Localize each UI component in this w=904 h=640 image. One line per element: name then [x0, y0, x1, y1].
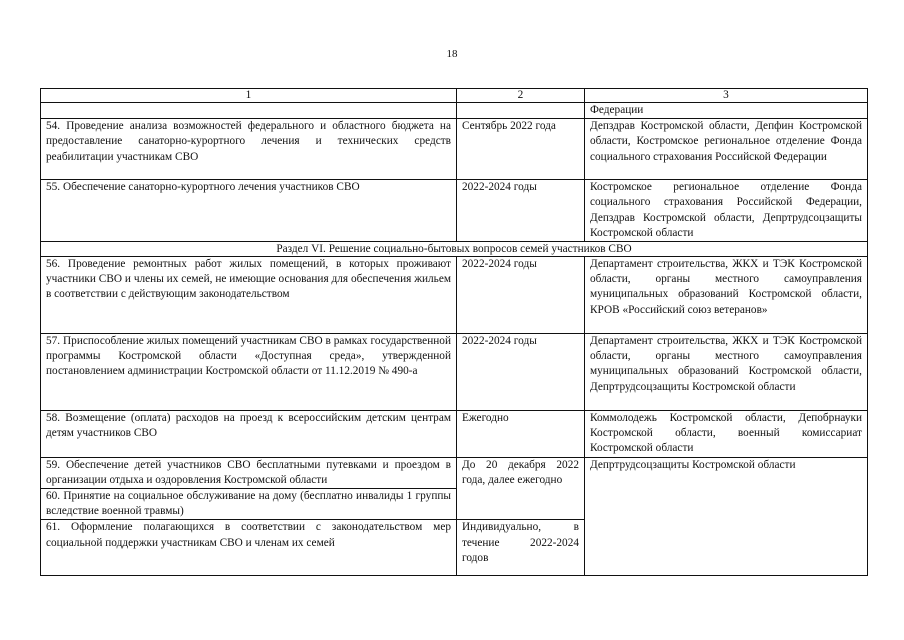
- continuation-responsible: Федерации: [585, 103, 868, 119]
- row-61-term: Индивидуально, в течение 2022-2024 годов: [457, 520, 585, 576]
- row-60-measure: 60. Принятие на социальное обслуживание на дому (бесплатно инвалиды 1 группы вследствие военной травмы): [41, 489, 457, 520]
- table-row: [41, 119, 868, 180]
- rows-59-61-responsible: Депртрудсоцзащиты Костромской области: [585, 457, 868, 576]
- row-54-responsible: Депздрав Костромской области, Депфин Костромской области, Костромское региональное отделение Фонда социального страхования Российской Федерации: [585, 119, 868, 180]
- table-row: [41, 257, 868, 334]
- header-col-1: 1: [41, 89, 457, 103]
- row-54-term: Сентябрь 2022 года: [457, 119, 585, 180]
- table-row: [41, 457, 868, 488]
- row-58-responsible: Коммолодежь Костромской области, Депобрнауки Костромской области, военный комиссариат Костромской области: [585, 411, 868, 458]
- table-header-row: [41, 89, 868, 103]
- row-59-60-term: До 20 декабря 2022 года, далее ежегодно: [457, 457, 585, 520]
- row-54-measure: 54. Проведение анализа возможностей федерального и областного бюджета на предоставление санаторно-курортного лечения и технических средств реабилитации участникам СВО: [41, 119, 457, 180]
- row-58-measure: 58. Возмещение (оплата) расходов на проезд к всероссийским детским центрам детям участников СВО: [41, 411, 457, 458]
- row-57-term: 2022-2024 годы: [457, 334, 585, 411]
- continuation-measure: [41, 103, 457, 119]
- row-55-responsible: Костромское региональное отделение Фонда социального страхования Российской Федерации, Депздрав Костромской области, Депртрудсоцзащиты Костромской области: [585, 180, 868, 242]
- row-56-measure: 56. Проведение ремонтных работ жилых помещений, в которых проживают участники СВО и члены их семей, не имеющие основания для обеспечения жильем в соответствии с действующим законодательством: [41, 257, 457, 334]
- row-58-term: Ежегодно: [457, 411, 585, 458]
- header-col-3: 3: [585, 89, 868, 103]
- row-57-measure: 57. Приспособление жилых помещений участникам СВО в рамках государственной программы Костромской области «Доступная среда», утвержденной постановлением администрации Костромской области от 11.12.2019 № 490-а: [41, 334, 457, 411]
- continuation-term: [457, 103, 585, 119]
- row-55-measure: 55. Обеспечение санаторно-курортного лечения участников СВО: [41, 180, 457, 242]
- row-61-measure: 61. Оформление полагающихся в соответствии с законодательством мер социальной поддержки участникам СВО и членам их семей: [41, 520, 457, 576]
- table-row: [41, 411, 868, 458]
- row-56-term: 2022-2024 годы: [457, 257, 585, 334]
- continuation-row: [41, 103, 868, 119]
- page-number: 18: [446, 48, 458, 60]
- row-59-measure: 59. Обеспечение детей участников СВО бесплатными путевками и проездом в организации отдыха и оздоровления Костромской области: [41, 457, 457, 488]
- row-56-responsible: Департамент строительства, ЖКХ и ТЭК Костромской области, органы местного самоуправления муниципальных образований Костромской области, КРОВ «Российский союз ветеранов»: [585, 257, 868, 334]
- section-title: Раздел VI. Решение социально-бытовых вопросов семей участников СВО: [41, 242, 868, 257]
- measures-table: [40, 88, 868, 576]
- section-row: [41, 242, 868, 257]
- table-row: [41, 180, 868, 242]
- table-row: [41, 334, 868, 411]
- row-57-responsible: Департамент строительства, ЖКХ и ТЭК Костромской области, органы местного самоуправления муниципальных образований Костромской области, Депртрудсоцзащиты Костромской области: [585, 334, 868, 411]
- row-55-term: 2022-2024 годы: [457, 180, 585, 242]
- header-col-2: 2: [457, 89, 585, 103]
